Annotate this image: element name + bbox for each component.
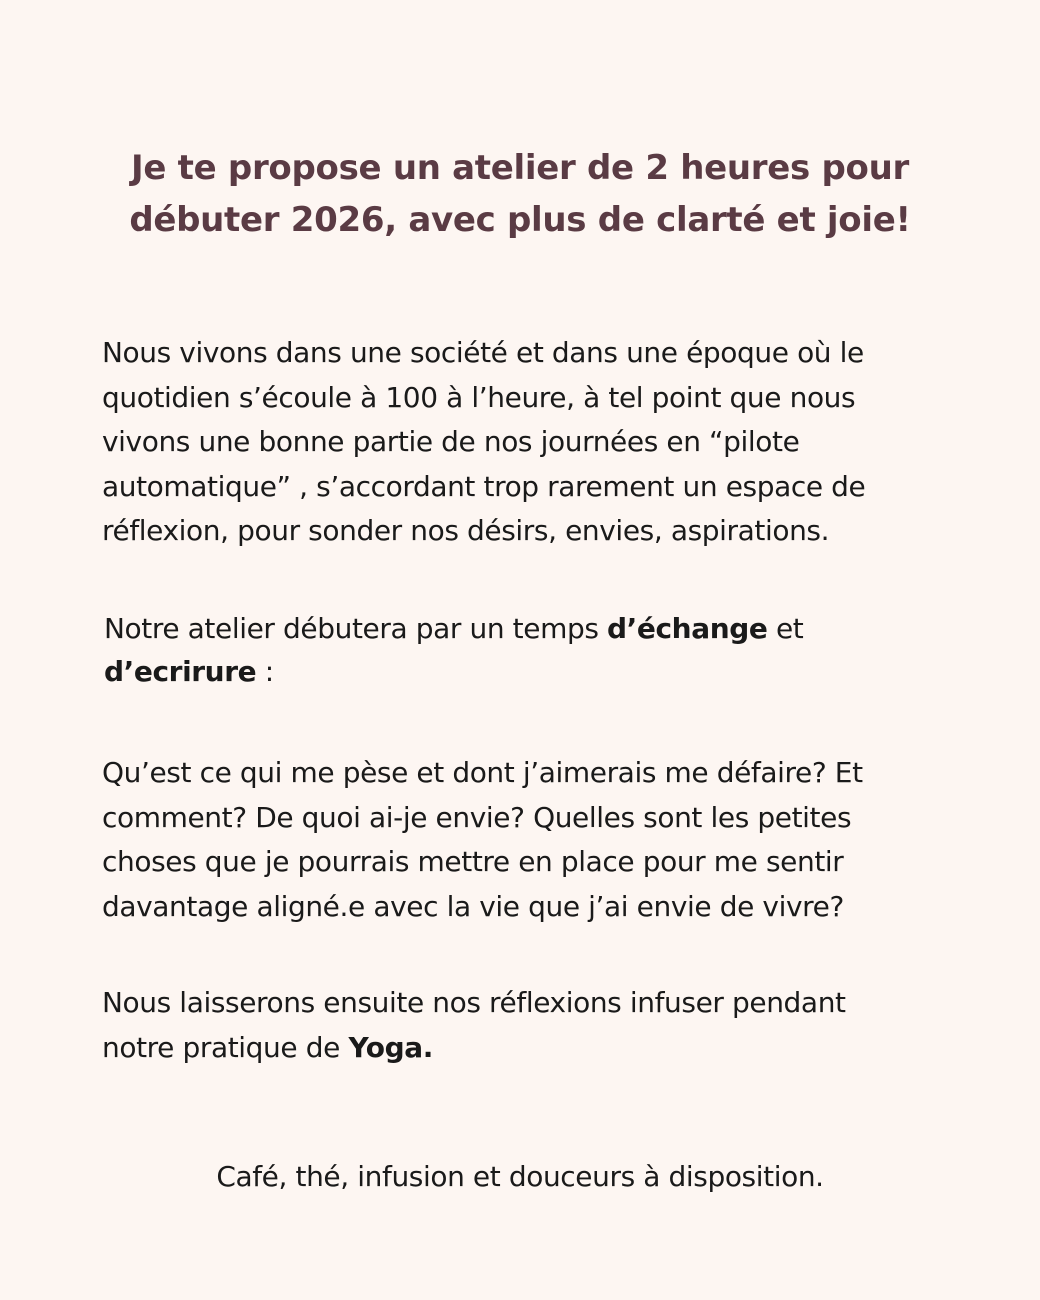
intro-line: quotidien s’écoule à 100 à l’heure, à tel point que nous [102, 380, 856, 414]
workshop-start-connector: et [767, 612, 804, 645]
writing-emphasis: d’ecrirure [104, 655, 257, 688]
yoga-line-1: Nous laisserons ensuite nos réflexions infuser pendant [102, 986, 846, 1019]
headline-line-1: Je te propose un atelier de 2 heures pour [131, 148, 909, 188]
questions-line: Qu’est ce qui me pèse et dont j’aimerais me défaire? Et [102, 756, 863, 789]
yoga-line-2 [102, 1026, 962, 1071]
yoga-emphasis: Yoga. [348, 1030, 433, 1064]
yoga-text: notre pratique de [102, 1030, 349, 1064]
workshop-start-line-1 [104, 607, 964, 650]
workshop-start-colon: : [256, 655, 274, 688]
intro-paragraph [102, 331, 962, 554]
questions-line: choses que je pourrais mettre en place pour me sentir [102, 845, 844, 878]
refreshments-note: Café, thé, infusion et douceurs à disposition. [216, 1160, 824, 1193]
workshop-start-line-2 [104, 650, 964, 693]
intro-line: vivons une bonne partie de nos journées en “pilote [102, 425, 800, 458]
workshop-start-paragraph [104, 607, 964, 693]
headline-line-2: débuter 2026, avec plus de clarté et joie! [129, 200, 911, 240]
yoga-paragraph [102, 981, 962, 1070]
exchange-emphasis: d’échange [607, 612, 768, 645]
intro-line: réflexion, pour sonder nos désirs, envies, aspirations. [102, 514, 830, 547]
workshop-start-text: Notre atelier débutera par un temps [104, 612, 608, 645]
intro-line: Nous vivons dans une société et dans une époque où le [102, 336, 864, 369]
questions-line: comment? De quoi ai-je envie? Quelles sont les petites [102, 800, 852, 834]
questions-paragraph [102, 751, 962, 929]
headline [0, 142, 1040, 246]
questions-line: davantage aligné.e avec la vie que j’ai envie de vivre? [102, 889, 844, 923]
intro-line: automatique” , s’accordant trop rarement un espace de [102, 469, 866, 503]
